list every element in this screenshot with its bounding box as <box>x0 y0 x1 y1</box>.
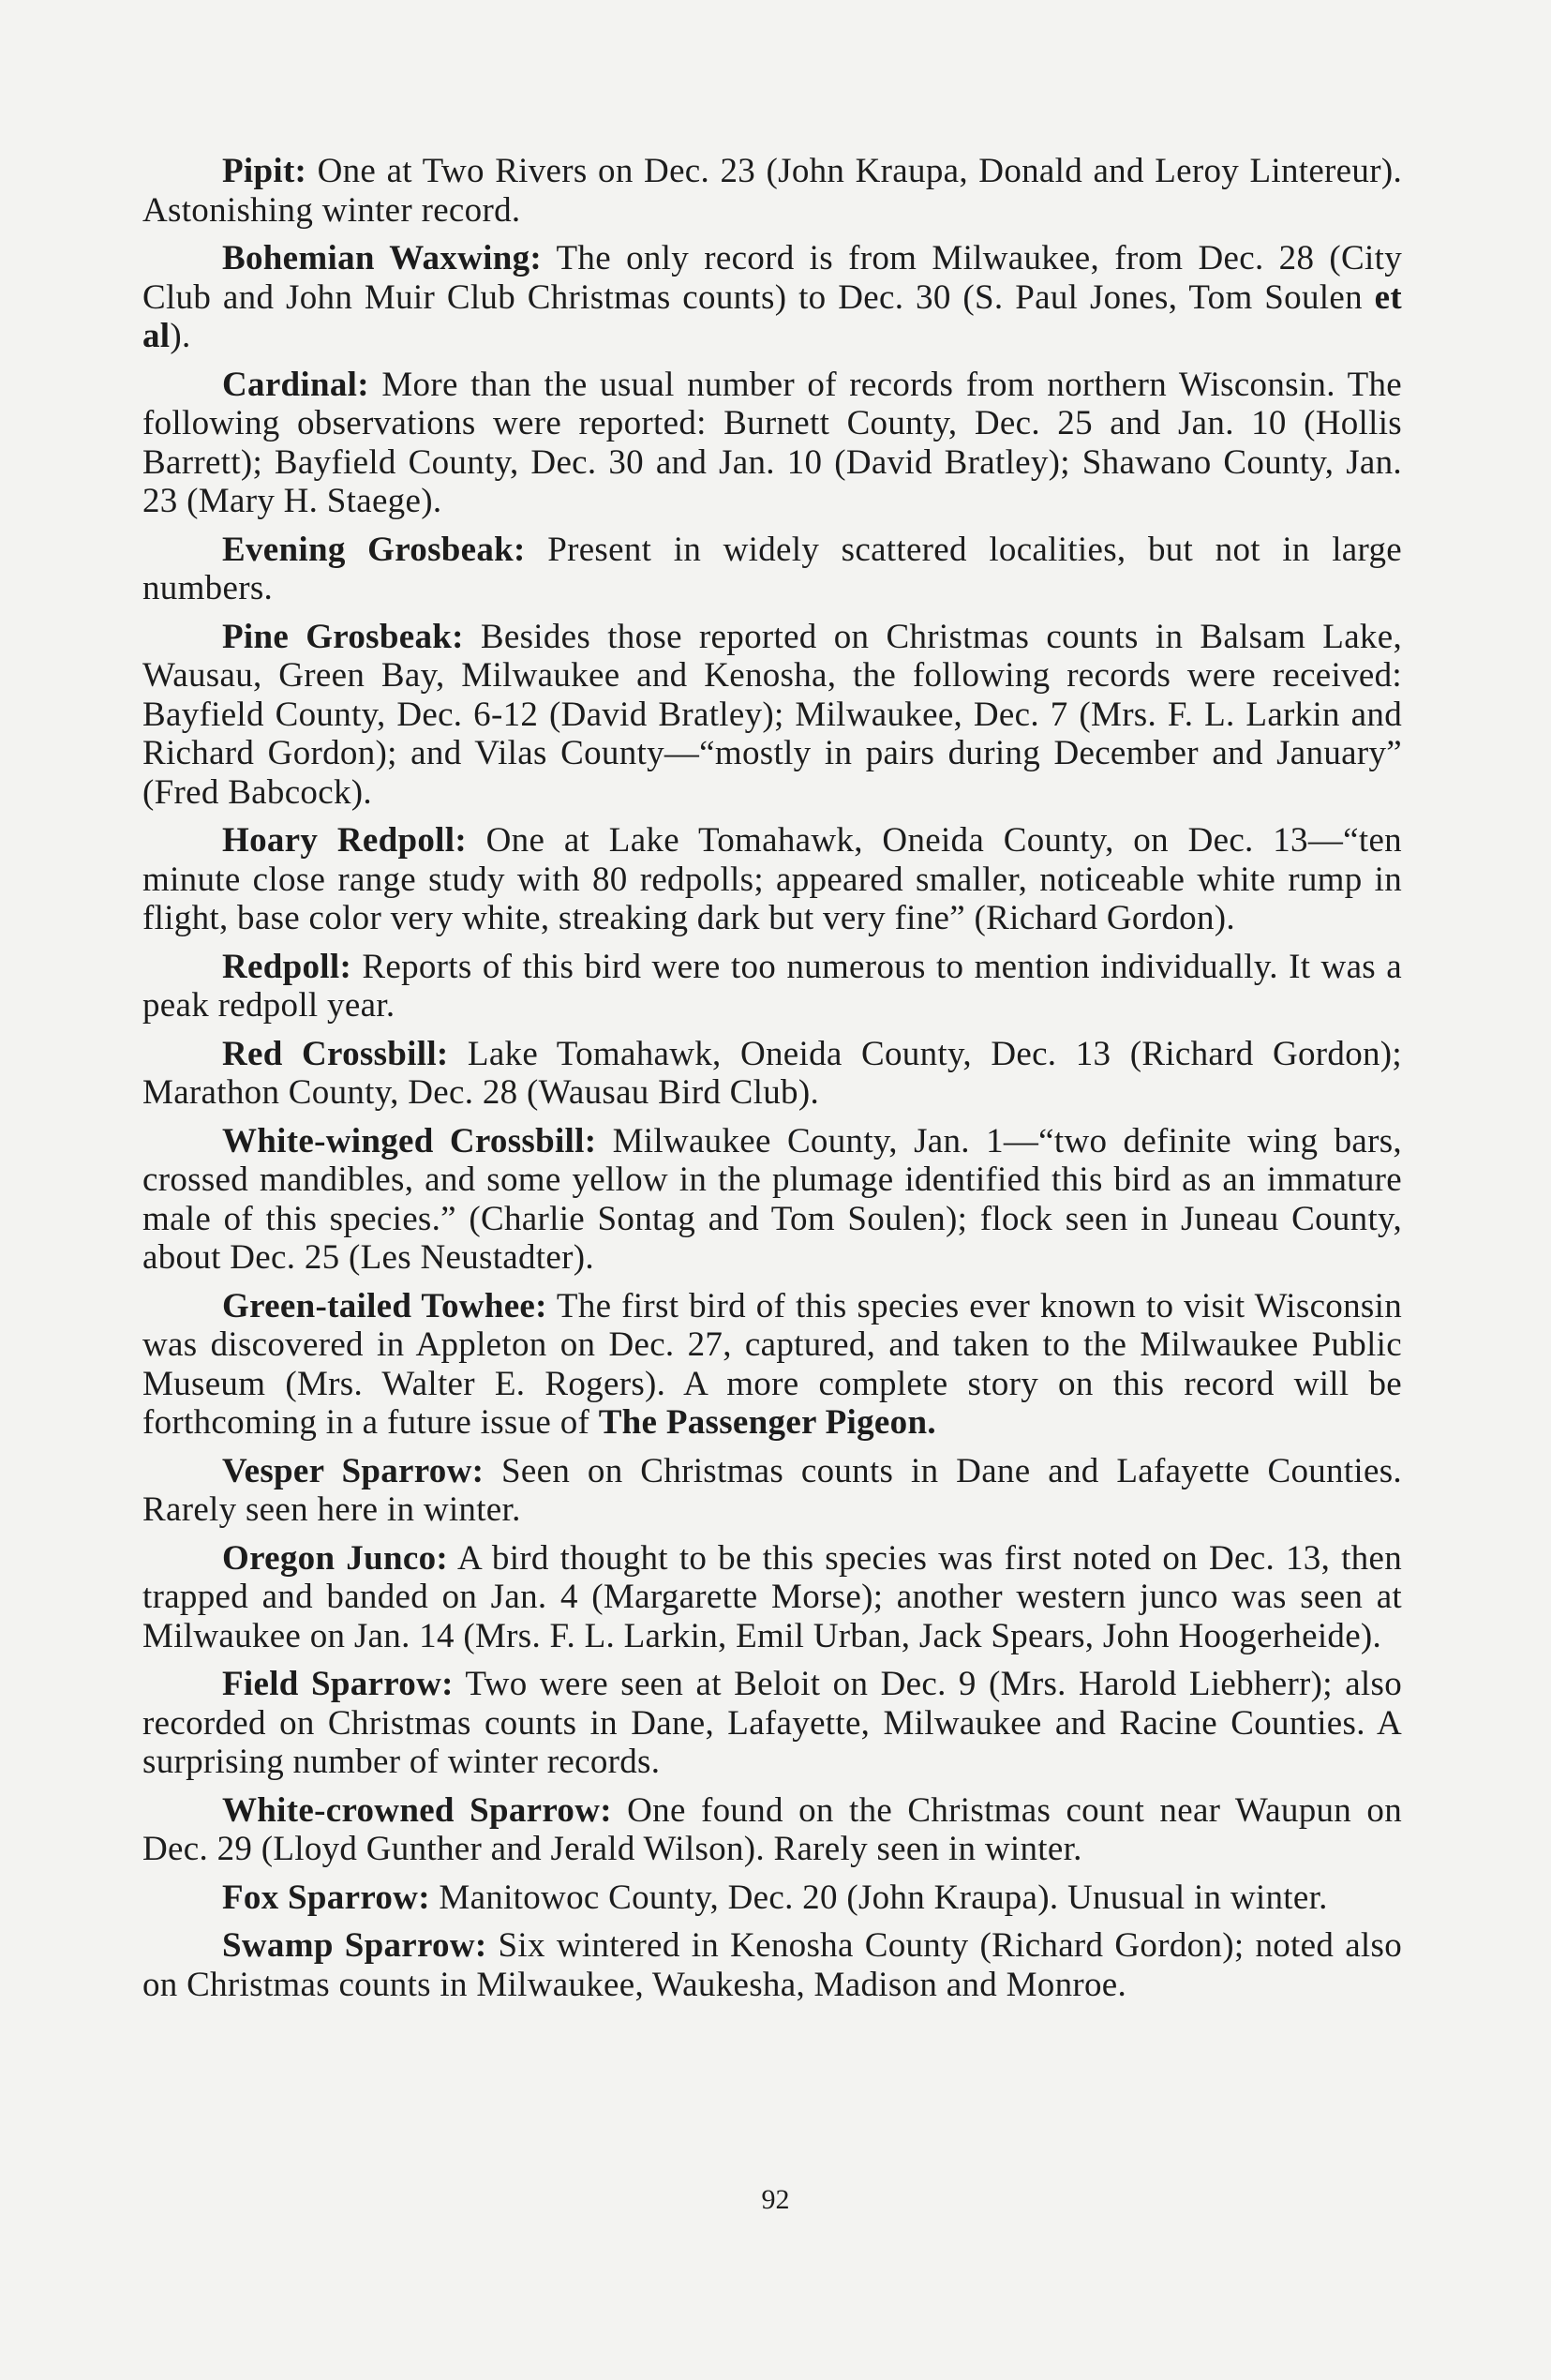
entry-white-crowned-sparrow <box>142 1791 1402 1869</box>
entry-evening-grosbeak <box>142 531 1402 608</box>
entry-vesper-sparrow <box>142 1452 1402 1530</box>
entry-text: Milwaukee County, Jan. 1—“two definite wing bars, crossed mandibles, and some yellow in the plumage identified this bird as an immature male of this species.” (Charlie Sontag and Tom Soulen); flock seen in Juneau County, about Dec. 25 (Les Neustadter). <box>142 1121 1402 1277</box>
entry-swamp-sparrow <box>142 1926 1402 2004</box>
species-name: Pine Grosbeak: <box>222 617 464 656</box>
species-name: Bohemian Waxwing: <box>222 239 543 277</box>
entry-text: Lake Tomahawk, Oneida County, Dec. 13 (Richard Gordon); Marathon County, Dec. 28 (Wausau Bird Club). <box>142 1034 1402 1112</box>
species-name: Vesper Sparrow: <box>222 1451 485 1490</box>
entry-text-bold: The Passenger Pigeon. <box>598 1403 936 1442</box>
entry-text: The first bird of this species ever known to visit Wisconsin was discovered in Appleton on Dec. 27, captured, and taken to the Milwaukee Public Museum (Mrs. Walter E. Rogers). A more complete story on this record will be forthcoming in a future issue of <box>142 1286 1402 1442</box>
species-name: Field Sparrow: <box>222 1665 454 1703</box>
entry-text: Besides those reported on Christmas counts in Balsam Lake, Wausau, Green Bay, Milwaukee and Kenosha, the following records were received: Bayfield County, Dec. 6-12 (David Bratley); Milwaukee, Dec. 7 (Mrs. F. L. Larkin and Richard Gordon); and Vilas County—“mostly in pairs during December and January” (Fred Babcock). <box>142 617 1402 812</box>
species-name: Hoary Redpoll: <box>222 821 467 860</box>
entry-pipit <box>142 152 1402 230</box>
page-number: 92 <box>761 2184 790 2215</box>
entry-text-bold: et al <box>142 277 1402 355</box>
species-name: White-winged Crossbill: <box>222 1121 597 1160</box>
entry-text: One at Lake Tomahawk, Oneida County, on Dec. 13—“ten minute close range study with 80 redpolls; appeared smaller, noticeable white rump in flight, base color very white, streaking dark but very fine” (Richard Gordon). <box>142 821 1402 937</box>
entry-hoary-redpoll <box>142 821 1402 938</box>
entry-redpoll <box>142 948 1402 1025</box>
species-name: White-crowned Sparrow: <box>222 1790 612 1830</box>
entry-red-crossbill <box>142 1035 1402 1113</box>
entry-oregon-junco <box>142 1539 1402 1656</box>
entry-text: Manitowoc County, Dec. 20 (John Kraupa). Unusual in winter. <box>429 1878 1328 1917</box>
entry-text: One at Two Rivers on Dec. 23 (John Kraupa, Donald and Leroy Lintereur). Astonishing winter record. <box>142 152 1402 230</box>
entry-text: Present in widely scattered localities, but not in large numbers. <box>142 530 1403 607</box>
entry-text: The only record is from Milwaukee, from Dec. 28 (City Club and John Muir Club Christmas counts) to Dec. 30 (S. Paul Jones, Tom Soulen <box>142 239 1402 317</box>
entry-text-after: ). <box>170 317 191 355</box>
entry-white-winged-crossbill <box>142 1122 1402 1278</box>
species-name: Evening Grosbeak: <box>222 530 526 569</box>
entry-field-sparrow <box>142 1665 1402 1782</box>
entry-text: Reports of this bird were too numerous to mention individually. It was a peak redpoll year. <box>142 947 1402 1025</box>
species-name: Fox Sparrow: <box>222 1878 430 1917</box>
entry-bohemian-waxwing <box>142 239 1402 356</box>
text-body <box>142 152 1402 2013</box>
entry-pine-grosbeak <box>142 618 1402 813</box>
species-name: Green-tailed Towhee: <box>222 1286 547 1325</box>
entry-text: Seen on Christmas counts in Dane and Lafayette Counties. Rarely seen here in winter. <box>142 1451 1402 1529</box>
entry-text: A bird thought to be this species was first noted on Dec. 13, then trapped and banded on Jan. 4 (Margarette Morse); another western junco was seen at Milwaukee on Jan. 14 (Mrs. F. L. Larkin, Emil Urban, Jack Spears, John Hoogerheide). <box>142 1538 1402 1655</box>
entry-text: Two were seen at Beloit on Dec. 9 (Mrs. Harold Liebherr); also recorded on Christmas counts in Dane, Lafayette, Milwaukee and Racine Counties. A surprising number of winter records. <box>142 1665 1402 1781</box>
entry-cardinal <box>142 366 1402 521</box>
species-name: Oregon Junco: <box>222 1538 449 1578</box>
species-name: Cardinal: <box>222 365 369 404</box>
species-name: Redpoll: <box>222 947 352 986</box>
entry-fox-sparrow <box>142 1879 1402 1918</box>
species-name: Swamp Sparrow: <box>222 1926 487 1965</box>
entry-text: Six wintered in Kenosha County (Richard Gordon); noted also on Christmas counts in Milwaukee, Waukesha, Madison and Monroe. <box>142 1926 1402 2004</box>
species-name: Pipit: <box>222 152 307 190</box>
entry-green-tailed-towhee <box>142 1287 1402 1443</box>
entry-text: More than the usual number of records from northern Wisconsin. The following observations were reported: Burnett County, Dec. 25 and Jan. 10 (Hollis Barrett); Bayfield County, Dec. 30 and Jan. 10 (David Bratley); Shawano County, Jan. 23 (Mary H. Staege). <box>142 365 1402 520</box>
species-name: Red Crossbill: <box>222 1034 449 1073</box>
entry-text: One found on the Christmas count near Waupun on Dec. 29 (Lloyd Gunther and Jerald Wilson). Rarely seen in winter. <box>142 1790 1402 1868</box>
